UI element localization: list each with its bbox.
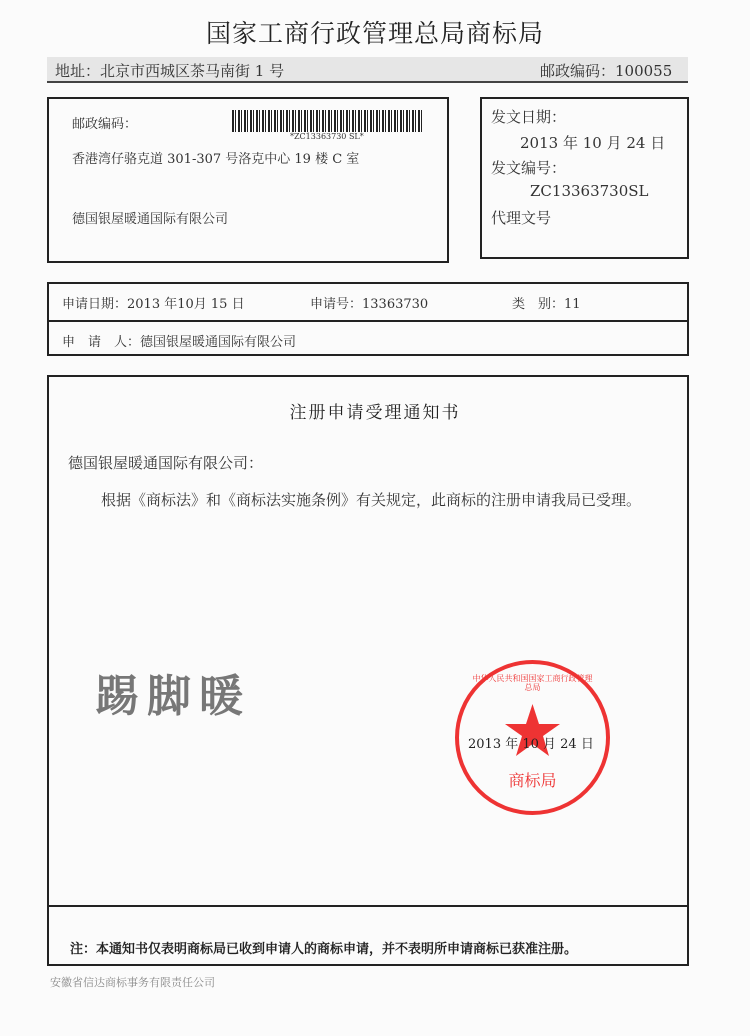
notice-note: 注：本通知书仅表明商标局已收到申请人的商标申请，并不表明所申请商标已获准注册。	[70, 942, 578, 957]
agent-ref-label: 代理文号	[491, 209, 552, 227]
barcode	[232, 110, 422, 132]
issue-date: 2013 年 10 月 24 日	[520, 134, 666, 152]
recipient-company: 德国银屋暖通国际有限公司	[72, 212, 229, 227]
office-address: 地址：北京市西城区茶马南街 1 号	[55, 62, 285, 80]
application-class: 类 别：11	[512, 297, 581, 312]
application-date: 申请日期：2013 年10月 15 日	[62, 297, 245, 312]
seal-ring-text: 中华人民共和国国家工商行政管理总局	[472, 674, 593, 692]
office-postcode: 邮政编码：100055	[540, 62, 673, 80]
notice-salutation: 德国银屋暖通国际有限公司：	[68, 454, 264, 472]
notice-body: 根据《商标法》和《商标法实施条例》有关规定，此商标的注册申请我局已受理。	[101, 491, 642, 509]
application-number: 申请号：13363730	[310, 297, 429, 312]
notice-date: 2013 年 10 月 24 日	[468, 737, 594, 752]
divider	[47, 905, 689, 907]
footer-agency: 安徽省信达商标事务有限责任公司	[50, 976, 215, 989]
issue-number-label: 发文编号：	[491, 159, 567, 177]
barcode-text: *ZC13363730 SL*	[290, 132, 364, 141]
recipient-postcode-label: 邮政编码：	[72, 117, 138, 132]
recipient-address: 香港湾仔骆克道 301-307 号洛克中心 19 楼 C 室	[72, 152, 360, 167]
applicant: 申 请 人：德国银屋暖通国际有限公司	[62, 335, 297, 350]
trademark-text: 踢脚暖	[95, 671, 251, 722]
document-title: 国家工商行政管理总局商标局	[205, 19, 544, 48]
seal-center-text: 商标局	[508, 771, 557, 790]
issue-date-label: 发文日期：	[491, 108, 567, 126]
issue-number: ZC13363730SL	[530, 182, 649, 200]
notice-heading: 注册申请受理通知书	[289, 403, 461, 423]
divider	[47, 320, 689, 322]
